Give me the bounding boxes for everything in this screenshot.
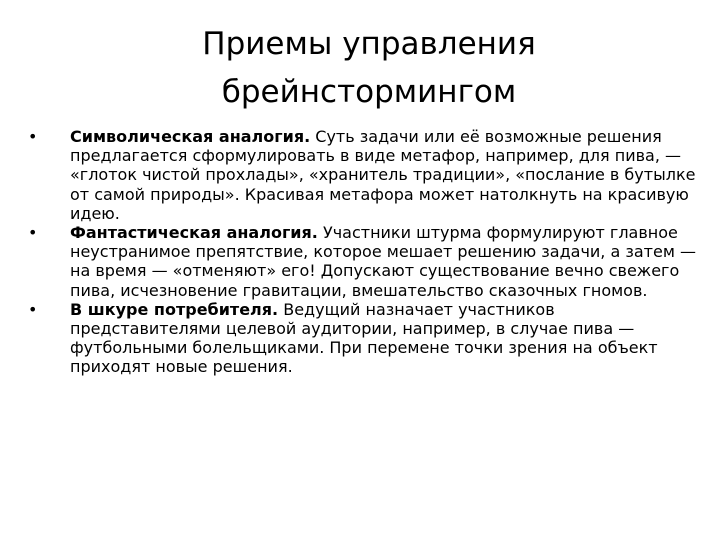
bullet-item-consumer-perspective <box>28 300 698 377</box>
bullet-icon: • <box>28 299 38 319</box>
bullet-icon: • <box>28 127 38 146</box>
bullet-text: Суть задачи или её возможные решения предлагается сформулировать в виде метафор, например, для пива, — «глоток чистой прохлады», «хранитель традиции», «послание в бутылке от самой природы». Красивая метафора может натолкнуть на красивую идею. <box>70 127 696 223</box>
bullet-text: Ведущий назначает участников представителями целевой аудитории, например, в случае пива — футбольными болельщиками. При перемене точки зрения на объект приходят новые решения. <box>70 299 658 377</box>
bullet-term: В шкуре потребителя. <box>70 299 279 319</box>
slide-title <box>0 20 720 116</box>
bullet-item-fantastic-analogy <box>28 223 698 300</box>
bullet-term: Символическая аналогия. <box>70 127 311 146</box>
bullet-text: Участники штурма формулируют главное неустранимое препятствие, которое мешает решению задачи, а затем — на время — «отменяют» его! Допускают существование вечно свежего пива, исчезновение гравитации, вмешательство сказочных гномов. <box>70 223 696 300</box>
bullet-icon: • <box>28 223 38 243</box>
bullet-item-symbolic-analogy <box>28 127 698 223</box>
bullet-list <box>28 127 698 377</box>
slide-title-line-2: брейнстормингом <box>221 74 517 110</box>
slide-title-line-1: Приемы управления <box>202 26 536 62</box>
bullet-term: Фантастическая аналогия. <box>70 223 318 243</box>
